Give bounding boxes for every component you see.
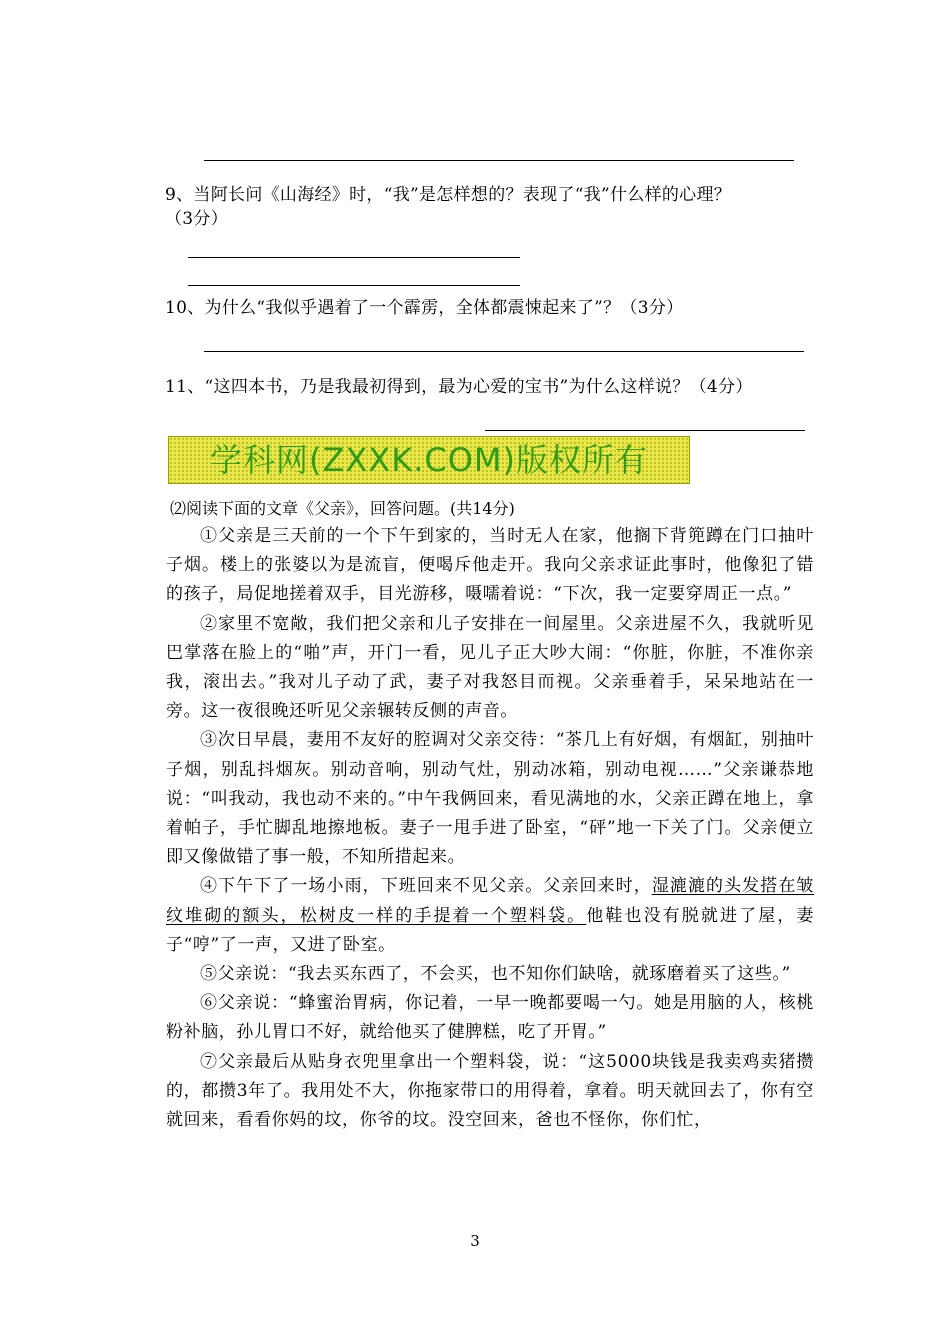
question-9 <box>165 183 825 231</box>
paragraph-7: ⑦父亲最后从贴身衣兜里拿出一个塑料袋，说：“这5000块钱是我卖鸡卖猪攒的，都攒3年了。我用处不大，你拖家带口的用得着，拿着。明天就回去了，你有空就回来，看看你妈的坟，你爷的坟。没空回来，爸也不怪你，你们忙， <box>166 1051 814 1131</box>
page-number: 3 <box>470 1232 480 1250</box>
passage-father <box>166 522 814 1135</box>
paragraph-3: ③次日早晨，妻用不友好的腔调对父亲交待：“茶几上有好烟，有烟缸，别抽叶子烟，别乱抖烟灰。别动音响，别动气灶，别动冰箱，别动电视……”父亲谦恭地说：“叫我动，我也动不来的。”中午我俩回来，看见满地的水，父亲正蹲在地上，拿着帕子，手忙脚乱地擦地板。妻子一甩手进了卧室，“砰”地一下关了门。父亲便立即又像做错了事一般，不知所措起来。 <box>166 730 814 868</box>
section-intro: ⑵阅读下面的文章《父亲》，回答问题。(共14分) <box>170 499 515 518</box>
paragraph-4-start: ④下午下了一场小雨，下班回来不见父亲。父亲回来时， <box>200 876 652 897</box>
answer-line-q9-1 <box>188 257 520 258</box>
paragraph-5: ⑤父亲说：“我去买东西了，不会买，也不知你们缺啥，就琢磨着买了这些。” <box>200 964 791 985</box>
answer-line-q9-2 <box>188 285 520 286</box>
paragraph-4 <box>166 872 814 960</box>
answer-line-q11 <box>485 430 805 431</box>
paragraph-1: ①父亲是三天前的一个下午到家的，当时无人在家，他搁下背篼蹲在门口抽叶子烟。楼上的张婆以为是流盲，便喝斥他走开。我向父亲求证此事时，他像犯了错的孩子，局促地搓着双手，目光游移，嗫嚅着说：“下次，我一定要穿周正一点。” <box>166 526 814 605</box>
watermark-banner: 学科网(ZXXK.COM)版权所有 <box>168 436 690 484</box>
question-11: 11、“这四本书，乃是我最初得到，最为心爱的宝书”为什么这样说？（4分） <box>165 377 753 397</box>
question-10: 10、为什么“我似乎遇着了一个霹雳，全体都震悚起来了”？（3分） <box>165 298 684 318</box>
paragraph-6: ⑥父亲说：“蜂蜜治胃病，你记着，一早一晚都要喝一勺。她是用脑的人，核桃粉补脑，孙儿胃口不好，就给他买了健脾糕，吃了开胃。” <box>166 993 814 1043</box>
answer-line-q8 <box>204 160 794 161</box>
underlined-sentence: 湿漉漉的头发搭在皱纹堆砌的额头，松树皮一样的手提着一个塑料袋。 <box>166 876 814 926</box>
answer-line-q10 <box>204 351 804 352</box>
paragraph-4-end: 他鞋也没有脱就进了屋，妻子“哼”了一声，又进了卧室。 <box>166 905 814 955</box>
paragraph-2: ②家里不宽敞，我们把父亲和儿子安排在一间屋里。父亲进屋不久，我就听见巴掌落在脸上的“啪”声，开门一看，见儿子正大吵大闹：“你脏，你脏，不准你亲我，滚出去。”我对儿子动了武，妻子对我怒目而视。父亲垂着手，呆呆地站在一旁。这一夜很晚还听见父亲辗转反侧的声音。 <box>166 613 814 722</box>
question-9-score: （3分） <box>165 209 229 229</box>
question-9-text: 9、当阿长问《山海经》时，“我”是怎样想的？表现了“我”什么样的心理？ <box>165 185 732 205</box>
